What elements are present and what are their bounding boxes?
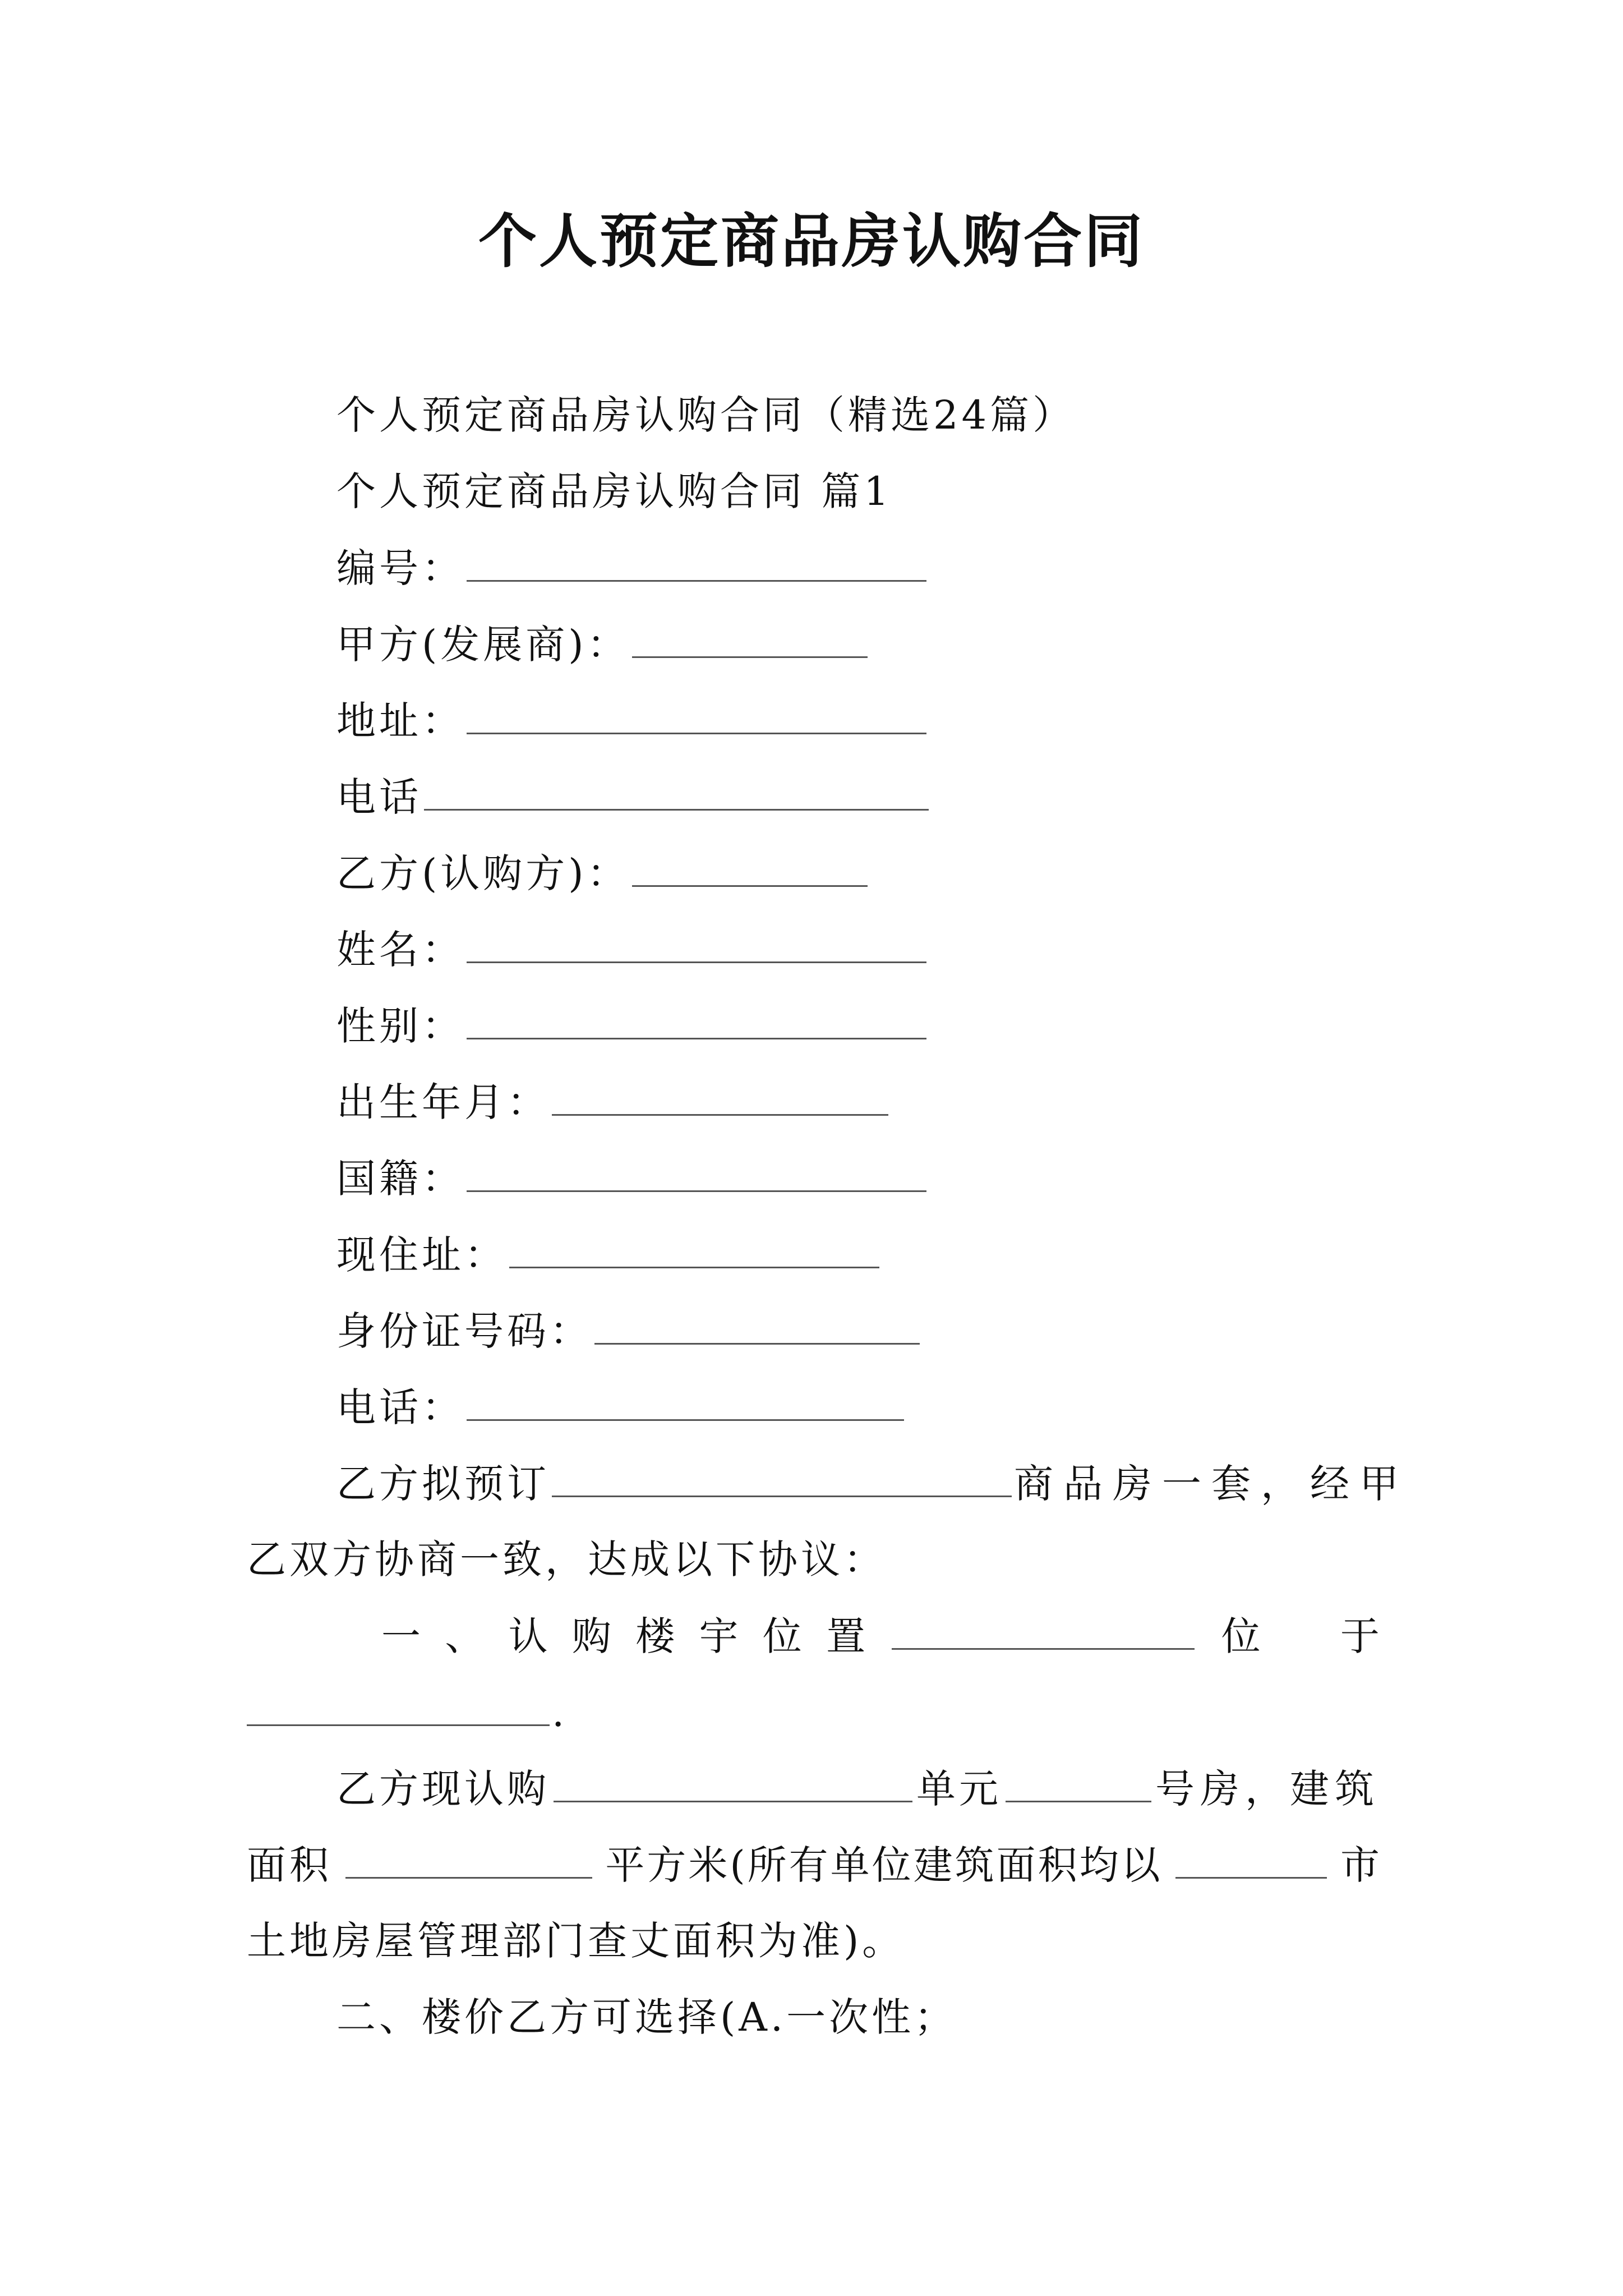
clause-1-blank-1 — [892, 1608, 1195, 1650]
field-phone-a-label: 电话 — [336, 774, 422, 820]
field-number-label: 编号： — [336, 545, 464, 591]
paragraph-2-f: 市 — [1340, 1842, 1380, 1888]
field-address — [336, 692, 929, 749]
field-party-b — [336, 845, 870, 901]
paragraph-1-part-1: 乙方拟预订 — [336, 1461, 550, 1507]
paragraph-2-line-3: 土地房屋管理部门查丈面积为准)。 — [247, 1918, 905, 1964]
clause-1-char-8: 置 — [826, 1613, 866, 1659]
paragraph-2-line-2 — [247, 1837, 1380, 1893]
paragraph-1-part-2: 商品房一套，经甲 — [1014, 1461, 1409, 1507]
clause-1-tail: 位 于 — [1221, 1613, 1413, 1659]
field-id-number — [336, 1303, 922, 1359]
field-name-label: 姓名： — [336, 927, 464, 973]
field-gender — [336, 997, 929, 1054]
paragraph-2-blank-2 — [1006, 1760, 1151, 1802]
field-party-a-label: 甲方(发展商)： — [336, 622, 630, 668]
paragraph-1-blank — [552, 1455, 1012, 1497]
clause-1-char-4: 购 — [571, 1613, 611, 1659]
field-address-label: 地址： — [336, 698, 464, 744]
field-id-number-blank — [594, 1303, 920, 1345]
field-phone-b-blank — [467, 1379, 904, 1421]
paragraph-2-a: 乙方现认购 — [336, 1766, 550, 1812]
field-birth-label: 出生年月： — [336, 1079, 550, 1125]
document-subtitle: 个人预定商品房认购合同（精选24篇） — [336, 392, 1076, 438]
field-address-blank — [467, 692, 926, 734]
field-phone-a-blank — [424, 769, 929, 811]
paragraph-2-d: 面积 — [247, 1842, 332, 1888]
paragraph-1-line-2: 乙双方协商一致，达成以下协议： — [247, 1536, 886, 1582]
clause-1-char-2: 、 — [445, 1613, 485, 1659]
field-current-address — [336, 1226, 882, 1283]
paragraph-2-b: 单元 — [916, 1766, 1002, 1812]
field-number-blank — [467, 540, 926, 582]
field-current-address-label: 现住址： — [336, 1232, 507, 1278]
field-birth — [336, 1074, 891, 1130]
field-gender-blank — [467, 997, 926, 1039]
clause-1-char-5: 楼 — [635, 1613, 675, 1659]
field-nationality-blank — [467, 1150, 926, 1192]
field-nationality-label: 国籍： — [336, 1156, 464, 1202]
field-phone-b — [336, 1379, 906, 1435]
field-phone-b-label: 电话： — [336, 1384, 464, 1430]
section-heading: 个人预定商品房认购合同 篇1 — [336, 468, 892, 514]
field-party-a — [336, 616, 870, 673]
field-number — [336, 540, 929, 596]
clause-1-blank-2 — [247, 1684, 550, 1726]
paragraph-2-blank-1 — [554, 1760, 912, 1802]
clause-1-char-6: 宇 — [699, 1613, 739, 1659]
clause-1-line-2 — [247, 1684, 568, 1741]
field-phone-a — [336, 769, 931, 825]
field-current-address-blank — [509, 1226, 879, 1268]
paragraph-2-blank-4 — [1175, 1837, 1327, 1879]
field-party-b-label: 乙方(认购方)： — [336, 850, 630, 896]
paragraph-2-e: 平方米(所有单位建筑面积均以 — [605, 1842, 1163, 1888]
field-nationality — [336, 1150, 929, 1207]
clause-1-end: . — [552, 1690, 568, 1736]
field-name-blank — [467, 921, 926, 963]
field-gender-label: 性别： — [336, 1003, 464, 1049]
clause-1-char-7: 位 — [762, 1613, 802, 1659]
paragraph-2-line-1 — [336, 1760, 1380, 1817]
paragraph-2-c: 号房，建筑 — [1155, 1766, 1380, 1812]
field-id-number-label: 身份证号码： — [336, 1308, 592, 1354]
clause-1-line-1 — [381, 1608, 1413, 1664]
paragraph-1-line-1 — [336, 1455, 1409, 1512]
field-party-b-blank — [632, 845, 868, 887]
clause-1-char-3: 认 — [508, 1613, 548, 1659]
document-title: 个人预定商品房认购合同 — [478, 206, 1145, 275]
field-party-a-blank — [632, 616, 868, 658]
clause-2: 二、楼价乙方可选择(A.一次性； — [336, 1994, 957, 2040]
field-name — [336, 921, 929, 978]
clause-1-char-1: 一 — [381, 1613, 421, 1659]
paragraph-2-blank-3 — [345, 1837, 592, 1879]
field-birth-blank — [552, 1074, 888, 1116]
